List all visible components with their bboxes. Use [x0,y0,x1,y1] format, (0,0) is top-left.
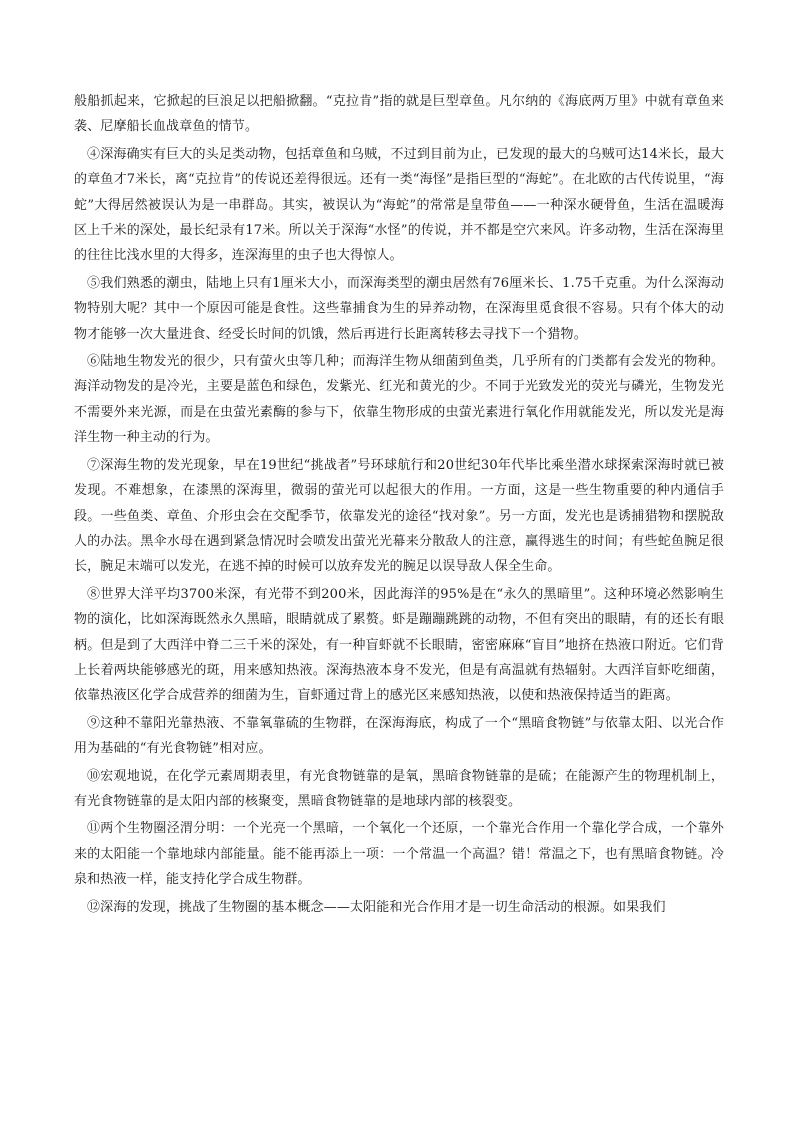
paragraph-10: ⑩宏观地说，在化学元素周期表里，有光食物链靠的是氧，黑暗食物链靠的是硫；在能源产生的物理机制上，有光食物链靠的是太阳内部的核聚变，黑暗食物链靠的是地球内部的核裂变。 [74,768,724,809]
document-body [74,89,724,920]
paragraph-8: ⑧世界大洋平均3700米深，有光带不到200米，因此海洋的95%是在“永久的黑暗里”。这种环境必然影响生物的演化，比如深海既然永久黑暗，眼睛就成了累赘。虾是蹦蹦跳跳的动物，不但有突出的眼睛，有的还长有眼柄。但是到了大西洋中脊二三千米的深处，有一种盲虾就不长眼睛，密密麻麻“盲目”地挤在热液口附近。它们背上长着两块能够感光的斑，用来感知热液。深海热液本身不发光，但是有高温就有热辐射。大西洋盲虾吃细菌，依靠热液区化学合成营养的细菌为生，盲虾通过背上的感光区来感知热液，以使和热液保持适当的距离。 [74,586,724,704]
paragraph-5: ⑤我们熟悉的潮虫，陆地上只有1厘米大小，而深海类型的潮虫居然有76厘米长、1.75千克重。为什么深海动物特别大呢？其中一个原因可能是食性。这些靠捕食为生的异养动物，在深海里觅食很不容易。只有个体大的动物才能够一次大量进食、经受长时间的饥饿，然后再进行长距离转移去寻找下一个猎物。 [74,275,724,342]
paragraph-11: ⑪两个生物圈泾渭分明：一个光亮一个黑暗，一个氧化一个还原，一个靠光合作用一个靠化学合成，一个靠外来的太阳能一个靠地球内部能量。能不能再添上一项：一个常温一个高温？错！常温之下，也有黑暗食物链。冷泉和热液一样，能支持化学合成生物群。 [74,821,724,888]
paragraph-12: ⑫深海的发现，挑战了生物圈的基本概念——太阳能和光合作用才是一切生命活动的根源。如果我们 [87,899,666,915]
paragraph-7: ⑦深海生物的发光现象，早在19世纪“挑战者”号环球航行和20世纪30年代毕比乘坐潜水球探索深海时就已被发现。不难想象，在漆黑的深海里，微弱的萤光可以起很大的作用。一方面，这是一些生物重要的种内通信手段。一些鱼类、章鱼、介形虫会在交配季节，依靠发光的途径“找对象”。另一方面，发光也是诱捕猎物和摆脱敌人的办法。黑伞水母在遇到紧急情况时会喷发出萤光光幕来分散敌人的注意，赢得逃生的时间；有些蛇鱼腕足很长，腕足末端可以发光，在逃不掉的时候可以放弃发光的腕足以误导敌人保全生命。 [74,457,724,575]
paragraph-continuation: 般船抓起来，它掀起的巨浪足以把船掀翻。“克拉肯”指的就是巨型章鱼。凡尔纳的《海底两万里》中就有章鱼来袭、尼摩船长血战章鱼的情节。 [74,94,724,135]
paragraph-9: ⑨这种不靠阳光靠热液、不靠氧靠硫的生物群，在深海海底，构成了一个“黑暗食物链”与依靠太阳、以光合作用为基础的“有光食物链”相对应。 [74,715,724,757]
paragraph-4: ④深海确实有巨大的头足类动物，包括章鱼和乌贼，不过到目前为止，已发现的最大的乌贼可达14米长，最大的章鱼才7米长，离“克拉肯”的传说还差得很远。还有一类“海怪”是指巨型的“海蛇”。在北欧的古代传说里，“海蛇”大得居然被误认为是一串群岛。其实，被误认为“海蛇”的常常是皇带鱼——一种深水硬骨鱼，生活在温暖海区上千米的深处，最长纪录有17米。所以关于深海“水怪”的传说，并不都是空穴来风。许多动物，生活在深海里的往往比浅水里的大得多，连深海里的虫子也大得惊人。 [74,146,724,264]
paragraph-6: ⑥陆地生物发光的很少，只有萤火虫等几种；而海洋生物从细菌到鱼类，几乎所有的门类都有会发光的物种。海洋动物发的是冷光，主要是蓝色和绿色，发紫光、红光和黄光的少。不同于光致发光的荧光与磷光，生物发光不需要外来光源，而是在虫萤光素酶的参与下，依靠生物形成的虫萤光素进行氧化作用就能发光，所以发光是海洋生物一种主动的行为。 [74,354,724,446]
